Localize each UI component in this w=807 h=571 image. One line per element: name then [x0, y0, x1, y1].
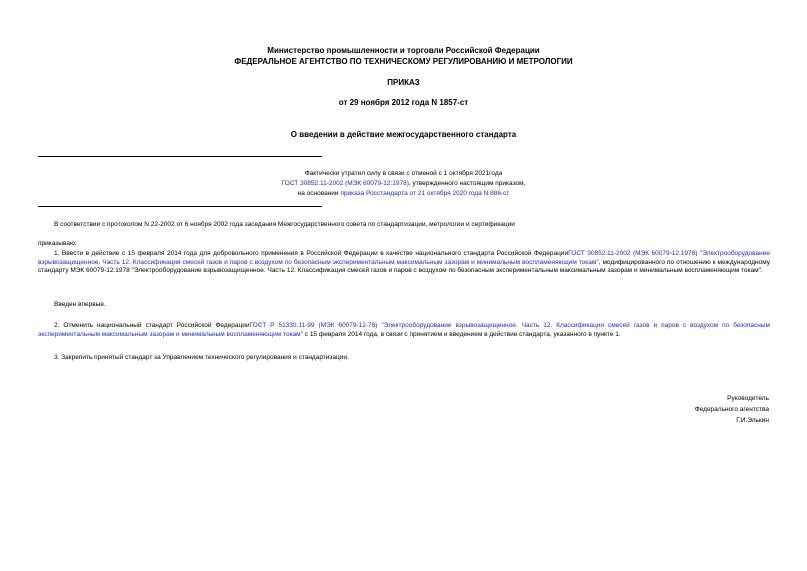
- paragraph-3: 3. Закрепить принятый стандарт за Управлением технического регулирования и стандартизации.: [54, 354, 349, 361]
- paragraph-1: [38, 250, 770, 276]
- date-number-heading: от 29 ноября 2012 года N 1857-ст: [338, 98, 469, 107]
- paragraph-1-pre: 1. Ввести в действие с 15 февраля 2014 года для добровольного применения в Российской Федерации в качестве национального стандарта Российской Федерации: [54, 250, 569, 257]
- top-divider: [38, 156, 322, 157]
- order-word: приказываю:: [38, 240, 77, 247]
- introduced-first-time: Введен впервые.: [54, 301, 106, 308]
- status-note-line2: [0, 180, 807, 188]
- status-note-line3-pre: на основании: [297, 190, 341, 197]
- signature-name: Г.И.Элькин: [736, 417, 769, 424]
- intro-paragraph: В соответствии с протоколом N 22-2002 от 6 ноября 2002 года заседания Межгосударственного совета по стандартизации, метрологии и сертификации: [54, 221, 515, 228]
- rosstandart-order-link[interactable]: приказа Росстандарта от 21 октября 2020 года N 886-ст: [340, 190, 510, 197]
- status-note-line1: Фактически утратил силу в связи с отменой с 1 октября 2021года: [304, 170, 503, 177]
- bottom-divider: [38, 206, 322, 207]
- paragraph-2-post: с 15 февраля 2014 года, в связи с принятием и введением в действие стандарта, указанного в пункте 1.: [302, 330, 621, 338]
- gost-r-51330-link[interactable]: ГОСТ Р 51330.11-99 (МЭК 60079-12-78) "Электрооборудование взрывозащищенное. Часть 12. Классификация смесей газов и паров с воздухом по безопасным экспериментальным максимальным зазорам и минимальным воспламеняющим токам": [38, 322, 770, 338]
- signature-role: Руководитель: [727, 395, 769, 402]
- ministry-heading: Министерство промышленности и торговли Российской Федерации: [267, 46, 540, 55]
- paragraph-2-pre: 2. Отменить национальный стандарт Российской Федерации: [54, 322, 250, 329]
- paragraph-1-post: , модифицированного по отношению к международному стандарту МЭК 60079-12:1978 "Электрооборудование взрывозащищенное. Часть 12. Классификация смесей газов и паров с воздухом по безопасным экспериментальным максимальным зазорам и минимальным воспламеняющим токам".: [38, 258, 770, 274]
- gost-30852-standard-link[interactable]: ГОСТ 30852.11-2002 (МЭК 60079-12:1978) "Электрооборудование взрывозащищенное. Часть 12. Классификация смесей газов и паров с воздухом по безопасным экспериментальным максимальным зазорам и минимальным воспламеняющим токам": [38, 250, 770, 266]
- agency-heading: ФЕДЕРАЛЬНОЕ АГЕНТСТВО ПО ТЕХНИЧЕСКОМУ РЕГУЛИРОВАНИЮ И МЕТРОЛОГИИ: [234, 57, 573, 66]
- document-title: О введении в действие межгосударственного стандарта: [290, 130, 517, 139]
- status-note-line3: [0, 190, 807, 198]
- paragraph-2: [38, 322, 770, 339]
- status-note-line2-rest: , утвержденного настоящим приказом,: [408, 180, 526, 187]
- gost-30852-link[interactable]: ГОСТ 30852.11-2002 (МЭК 60079-12:1978): [281, 180, 409, 187]
- doc-type-heading: ПРИКАЗ: [387, 78, 420, 87]
- signature-org: Федерального агентства: [694, 406, 769, 413]
